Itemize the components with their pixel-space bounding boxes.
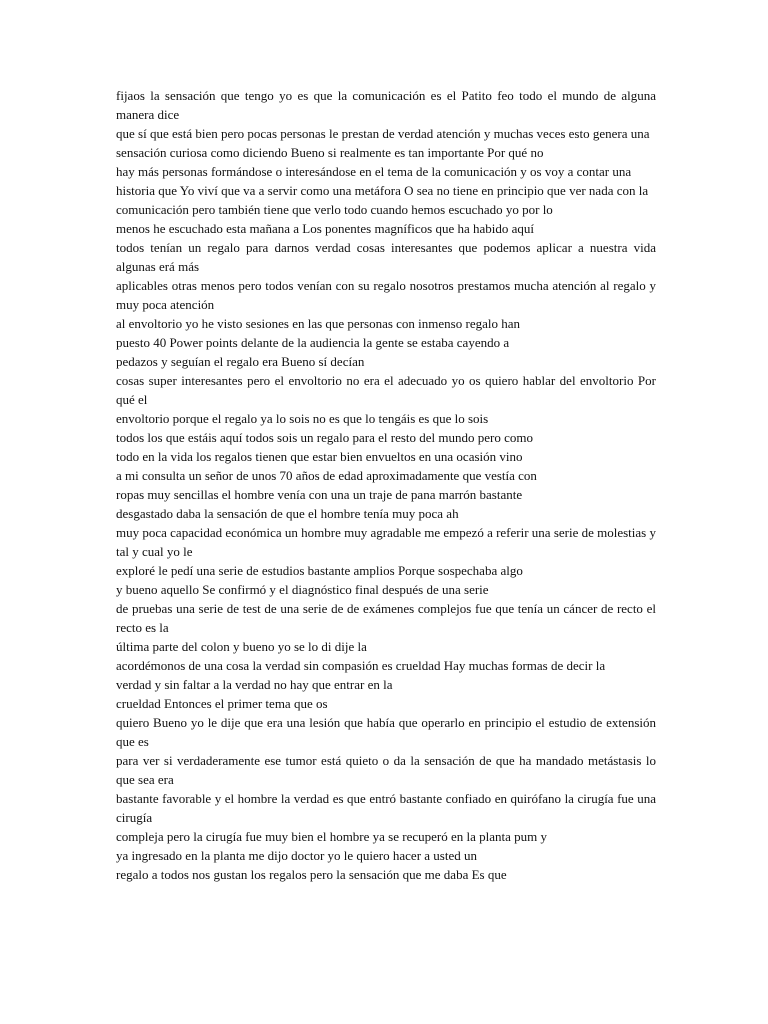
text-line: crueldad Entonces el primer tema que os bbox=[116, 696, 328, 711]
text-line: puesto 40 Power points delante de la audiencia la gente se estaba cayendo a bbox=[116, 335, 510, 350]
text-line: todos tenían un regalo para darnos verdad cosas interesantes que podemos aplicar a nuestra vida algunas erá más bbox=[116, 240, 656, 274]
text-line: al envoltorio yo he visto sesiones en las que personas con inmenso regalo han bbox=[116, 316, 520, 331]
text-line: ropas muy sencillas el hombre venía con una un traje de pana marrón bastante bbox=[116, 487, 523, 502]
text-line: cosas super interesantes pero el envoltorio no era el adecuado yo os quiero hablar del envoltorio Por qué el bbox=[116, 373, 656, 407]
text-line: que sí que está bien pero pocas personas le prestan de verdad atención y muchas veces esto genera una bbox=[116, 126, 650, 141]
text-line: verdad y sin faltar a la verdad no hay que entrar en la bbox=[116, 677, 393, 692]
text-line: aplicables otras menos pero todos venían con su regalo nosotros prestamos mucha atención al regalo y muy poca atención bbox=[116, 278, 656, 312]
text-line: hay más personas formándose o interesándose en el tema de la comunicación y os voy a contar una bbox=[116, 164, 632, 179]
text-line: todo en la vida los regalos tienen que estar bien envueltos en una ocasión vino bbox=[116, 449, 523, 464]
text-line: última parte del colon y bueno yo se lo di dije la bbox=[116, 639, 367, 654]
text-line: regalo a todos nos gustan los regalos pero la sensación que me daba Es que bbox=[116, 867, 507, 882]
text-line: desgastado daba la sensación de que el hombre tenía muy poca ah bbox=[116, 506, 459, 521]
text-line: menos he escuchado esta mañana a Los ponentes magníficos que ha habido aquí bbox=[116, 221, 535, 236]
text-line: exploré le pedí una serie de estudios bastante amplios Porque sospechaba algo bbox=[116, 563, 523, 578]
text-line: a mi consulta un señor de unos 70 años de edad aproximadamente que vestía con bbox=[116, 468, 537, 483]
text-line: acordémonos de una cosa la verdad sin compasión es crueldad Hay muchas formas de decir la bbox=[116, 658, 606, 673]
text-line: envoltorio porque el regalo ya lo sois no es que lo tengáis es que lo sois bbox=[116, 411, 489, 426]
text-line: ya ingresado en la planta me dijo doctor yo le quiero hacer a usted un bbox=[116, 848, 477, 863]
text-line: historia que Yo viví que va a servir como una metáfora O sea no tiene en principio que ver nada con la bbox=[116, 183, 649, 198]
transcript-body bbox=[116, 86, 656, 884]
text-line: comunicación pero también tiene que verlo todo cuando hemos escuchado yo por lo bbox=[116, 202, 553, 217]
text-line: y bueno aquello Se confirmó y el diagnóstico final después de una serie bbox=[116, 582, 489, 597]
text-line: sensación curiosa como diciendo Bueno si realmente es tan importante Por qué no bbox=[116, 145, 544, 160]
text-line: pedazos y seguían el regalo era Bueno sí decían bbox=[116, 354, 365, 369]
text-line: muy poca capacidad económica un hombre muy agradable me empezó a referir una serie de molestias y tal y cual yo le bbox=[116, 525, 656, 559]
text-line: fijaos la sensación que tengo yo es que la comunicación es el Patito feo todo el mundo de alguna manera dice bbox=[116, 88, 656, 122]
text-line: todos los que estáis aquí todos sois un regalo para el resto del mundo pero como bbox=[116, 430, 534, 445]
text-line: compleja pero la cirugía fue muy bien el hombre ya se recuperó en la planta pum y bbox=[116, 829, 547, 844]
text-line: de pruebas una serie de test de una serie de de exámenes complejos fue que tenía un cáncer de recto el recto es la bbox=[116, 601, 656, 635]
text-line: para ver si verdaderamente ese tumor está quieto o da la sensación de que ha mandado metástasis lo que sea era bbox=[116, 753, 656, 787]
text-line: bastante favorable y el hombre la verdad es que entró bastante confiado en quirófano la cirugía fue una cirugía bbox=[116, 791, 656, 825]
text-line: quiero Bueno yo le dije que era una lesión que había que operarlo en principio el estudio de extensión que es bbox=[116, 715, 656, 749]
